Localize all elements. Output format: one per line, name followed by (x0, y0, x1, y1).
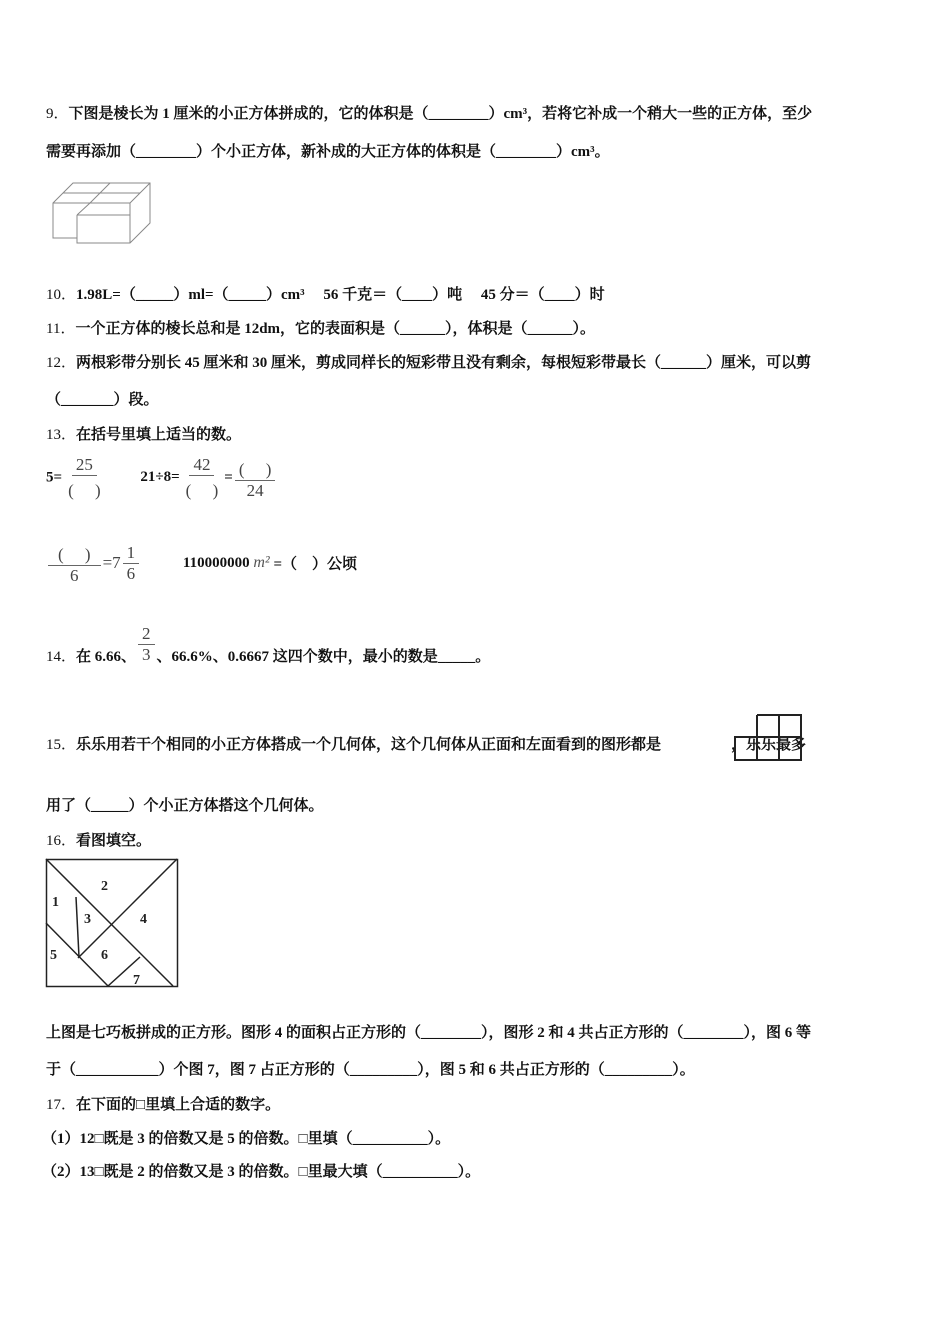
numerator: 25 (72, 455, 97, 476)
fraction (138, 624, 155, 665)
q12-line2: （_______）段。 (46, 392, 159, 408)
q-number: 11． (46, 321, 76, 337)
fraction (123, 543, 140, 584)
q14-post: 、66.6%、0.6667 这四个数中，最小的数是_____。 (156, 649, 491, 665)
q-number: 16． (46, 833, 77, 849)
cube-figure (50, 178, 160, 244)
eq2-lhs: 21÷8= (140, 469, 180, 486)
q-number: 14． (46, 649, 77, 665)
tangram-label-6: 6 (101, 948, 108, 963)
q12-text: 两根彩带分别长 45 厘米和 30 厘米，剪成同样长的短彩带且没有剩余，每根短彩带最长（______）厘米，可以剪 (76, 355, 812, 371)
q13-eq-row1 (46, 455, 277, 501)
q11 (46, 317, 595, 338)
numerator: ( ) (235, 455, 276, 481)
q-number: 10． (46, 287, 77, 303)
q17-part2: （2）13□既是 2 的倍数又是 3 的倍数。□里最大填（__________）。 (42, 1164, 481, 1180)
q9-line1 (46, 102, 812, 123)
fraction (182, 455, 223, 501)
fraction (48, 540, 101, 586)
q-number: 17． (46, 1097, 77, 1113)
tangram-label-2: 2 (101, 879, 108, 894)
q11-text: 一个正方体的棱长总和是 12dm，它的表面积是（______），体积是（______）。 (75, 321, 596, 337)
q12-line1 (46, 351, 811, 372)
q17-part1: （1）12□既是 3 的倍数又是 5 的倍数。□里填（__________）。 (42, 1131, 451, 1147)
tangram-label-3: 3 (84, 912, 91, 927)
denominator: 6 (126, 563, 136, 583)
denominator: 24 (246, 481, 264, 500)
q15-line2: 用了（_____）个小正方体搭这个几何体。 (46, 798, 324, 814)
q16-line2: 于（___________）个图 7，图 7 占正方形的（_________），图 5 和 6 共占正方形的（_________）。 (46, 1062, 695, 1078)
q13 (46, 423, 241, 444)
q15-text: 乐乐用若干个相同的小正方体搭成一个几何体，这个几何体从正面和左面看到的图形都是 (76, 737, 662, 753)
denominator: ( ) (185, 481, 219, 500)
q15-text-end: ，乐乐最多 (731, 737, 807, 753)
eq1-lhs: 5= (46, 469, 63, 486)
denominator: 3 (142, 645, 151, 664)
tangram-label-4: 4 (140, 912, 147, 927)
denominator: 6 (70, 566, 79, 585)
equals: = (224, 469, 233, 486)
q17-text: 在下面的□里填上合适的数字。 (76, 1097, 281, 1113)
q10-text: 1.98L=（_____）ml=（_____）cm³ 56 千克＝（____）吨 45 分＝（____）时 (76, 287, 605, 303)
q14-pre: 在 6.66、 (76, 649, 137, 665)
numerator: 1 (123, 543, 140, 564)
tangram-label-7: 7 (133, 973, 140, 988)
q13-eq-row2 (46, 540, 357, 586)
q-number: 13． (46, 427, 77, 443)
fraction (235, 455, 276, 501)
tangram-label-5: 5 (50, 948, 57, 963)
q-number: 12． (46, 355, 77, 371)
q10 (46, 283, 605, 304)
q16-line1: 上图是七巧板拼成的正方形。图形 4 的面积占正方形的（________），图形 2 和 4 共占正方形的（________），图 6 等 (46, 1025, 812, 1041)
q14 (46, 624, 490, 665)
fraction (64, 455, 105, 501)
view-shape-figure (734, 714, 804, 762)
q16 (46, 829, 151, 850)
numerator: 42 (189, 455, 214, 476)
q9-line2: 需要再添加（________）个小正方体，新补成的大正方体的体积是（________）cm³。 (46, 144, 610, 160)
q9-text: 下图是棱长为 1 厘米的小正方体拼成的，它的体积是（________）cm³，若将它补成一个稍大一些的正方体，至少 (68, 106, 813, 122)
q15-line1 (46, 733, 806, 754)
q17 (46, 1093, 280, 1114)
q13-text: 在括号里填上适当的数。 (76, 427, 242, 443)
tangram-label-1: 1 (52, 895, 59, 910)
tangram-figure (45, 858, 180, 989)
q-number: 9． (46, 106, 69, 122)
q-number: 15． (46, 737, 77, 753)
area-unit: m² (253, 554, 270, 571)
area-value: 110000000 (182, 554, 250, 571)
equals-seven: =7 (102, 553, 121, 572)
numerator: ( ) (48, 540, 101, 566)
denominator: ( ) (68, 481, 101, 500)
q16-text: 看图填空。 (76, 833, 152, 849)
numerator: 2 (138, 624, 155, 645)
area-rest: =（ ）公顷 (273, 556, 358, 573)
